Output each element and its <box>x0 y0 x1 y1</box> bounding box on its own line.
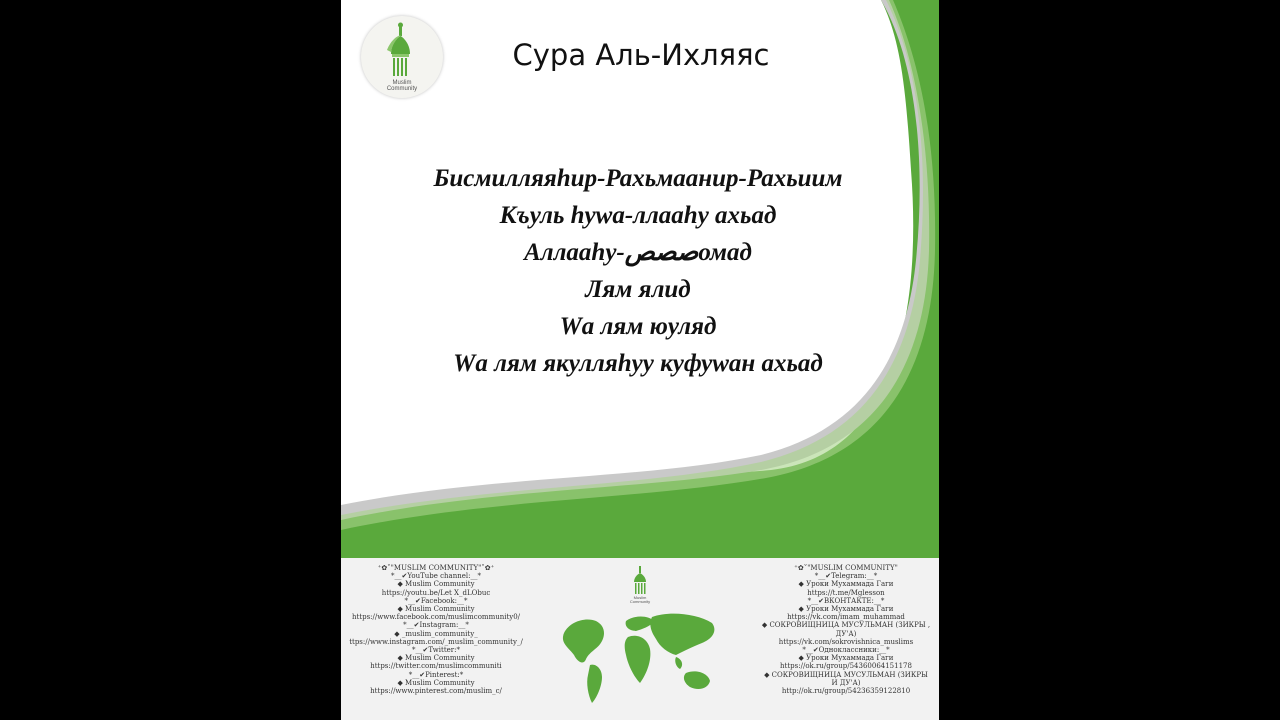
verse-list <box>361 160 915 382</box>
world-map-icon <box>556 603 726 713</box>
footer-left-line: ◆ Muslim Community <box>397 605 475 614</box>
footer-right-line: ◆ СОКРОВИЩНИЦА МУСУЛЬМАН (ЗИКРЫ , <box>761 621 931 630</box>
footer-logo-caption-line2: Community <box>629 599 651 604</box>
footer-right-link[interactable]: http://ok.ru/group/54236359122810 <box>781 687 911 696</box>
footer-right-line: ◆ Уроки Мухаммада Гаги <box>798 605 894 614</box>
footer-left-link[interactable]: https://www.pinterest.com/muslim_c/ <box>370 687 502 696</box>
footer-left-link[interactable]: https://www.facebook.com/muslimcommunity0/ <box>351 613 521 622</box>
muslim-community-logo <box>361 16 443 98</box>
verse-line: Wа лям якулляhуу куфуwан ахьад <box>453 350 823 377</box>
logo-caption-line2: Community <box>386 86 418 92</box>
verse-line: Къуль hуwа-ллааhу ахьад <box>499 202 777 229</box>
footer-right-line: *__✔Одноклассники:__* <box>802 646 890 655</box>
footer-right-line: ⁺✿˚"MUSLIM COMMUNITY" <box>794 564 898 572</box>
footer-logo-caption-line1: Muslim <box>633 595 647 600</box>
footer-right-line: ДУ'А) <box>835 629 857 638</box>
footer-right-link[interactable]: https://t.me/Mglesson <box>807 588 885 597</box>
verse-line: Аллааhу-صصصомад <box>524 239 752 266</box>
footer-left-link[interactable]: https://youtu.be/Let X_dLObuc <box>381 588 491 597</box>
footer-left-line: *__✔Instagram:__* <box>403 621 469 630</box>
footer-contacts <box>341 558 939 720</box>
footer-right-line: *__✔ВКОНТАКТЕ:__* <box>807 596 885 605</box>
footer-left-line: *__✔YouTube channel:__* <box>391 572 481 581</box>
footer-left-line: *__✔Facebook:__* <box>404 596 468 605</box>
footer-right-line: ◆ Уроки Мухаммада Гаги <box>798 654 894 663</box>
footer-right-column <box>761 564 931 695</box>
footer-left-line: ◆ Muslim Community <box>397 654 475 663</box>
footer-left-line: ◆ Muslim Community <box>397 678 475 687</box>
verse-line: Бисмилляяhир-Рахьмаанир-Рахьиим <box>433 165 843 192</box>
footer-right-line: *__✔Telegram:__* <box>814 572 878 581</box>
poster-card <box>341 0 939 720</box>
footer-right-link[interactable]: https://vk.com/sokrovishnica_muslims <box>778 637 914 646</box>
logo-caption <box>361 80 443 92</box>
footer-left-line: ◆ _muslim_community_ <box>394 629 478 638</box>
footer-right-line: ◆ Уроки Мухаммада Гаги <box>798 580 894 589</box>
footer-left-line: *__✔Twitter:* <box>412 646 460 655</box>
footer-left-line: ⁺✿˚"MUSLIM COMMUNITY"˚✿⁺ <box>377 564 495 572</box>
logo-caption-line1: Muslim <box>392 80 412 86</box>
footer-left-line: ◆ Muslim Community <box>397 580 475 589</box>
footer-right-link[interactable]: https://vk.com/imam_muhammad <box>787 613 905 622</box>
footer-left-line: *__✔Pinterest:* <box>408 670 464 679</box>
verse-line: Лям ялид <box>585 276 691 303</box>
footer-right-line: И ДУ'А) <box>831 678 861 687</box>
footer-left-link[interactable]: https://twitter.com/muslimcommuniti <box>370 662 502 671</box>
footer-left-link[interactable]: ttps://www.instagram.com/_muslim_community_/ <box>349 637 523 646</box>
footer-right-line: ◆ СОКРОВИЩНИЦА МУСУЛЬМАН (ЗИКРЫ <box>764 670 928 679</box>
verse-line: Wа лям юуляд <box>559 313 717 340</box>
page-title: Сура Аль-Ихляяс <box>512 38 770 72</box>
footer-left-column <box>341 564 531 695</box>
footer-right-link[interactable]: https://ok.ru/group/54360064151178 <box>780 662 912 671</box>
